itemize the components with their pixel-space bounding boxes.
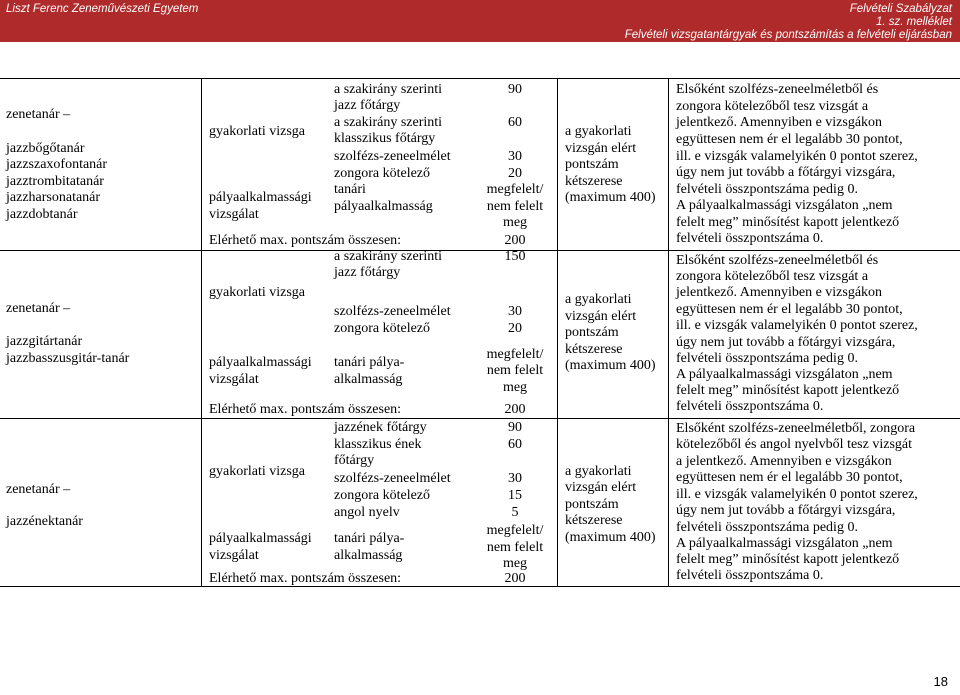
subject-points: megfelelt/: [486, 347, 544, 362]
note-line: jelentkező. Amennyiben e vizsgákon: [676, 285, 883, 300]
note-line: úgy nem jut tovább a főtárgyi vizsgára,: [676, 503, 896, 518]
subject-name: jazzének főtárgy: [334, 420, 427, 435]
note-line: felvételi összpontszáma 0.: [676, 231, 824, 246]
note-line: a jelentkező. Amennyiben e vizsgákon: [676, 454, 892, 469]
subject-name: alkalmasság: [334, 372, 403, 387]
note-line: felelt meg” minősítést kapott jelentkező: [676, 215, 900, 230]
subject-name: a szakirány szerinti: [334, 82, 443, 97]
note-line: együttesen nem ér el legalább 30 pontot,: [676, 302, 903, 317]
subject-points: 90: [508, 82, 522, 97]
header-annex: 1. sz. melléklet: [875, 16, 952, 28]
page-number: 18: [933, 674, 948, 689]
note-line: ill. e vizsgák valamelyikén 0 pontot szerez,: [676, 487, 918, 502]
note-line: együttesen nem ér el legalább 30 pontot,: [676, 132, 903, 147]
exam-practical: gyakorlati vizsga: [209, 124, 306, 139]
calc-text: (maximum 400): [565, 530, 656, 545]
subject-points: megfelelt/: [486, 523, 544, 538]
note-line: ill. e vizsgák valamelyikén 0 pontot szerez,: [676, 318, 918, 333]
subject-name: klasszikus főtárgy: [334, 131, 436, 146]
note-line: A pályaalkalmassági vizsgálaton „nem: [676, 198, 893, 213]
subject-name: zongora kötelező: [334, 321, 431, 336]
note-line: jelentkező. Amennyiben e vizsgákon: [676, 115, 883, 130]
note-line: ill. e vizsgák valamelyikén 0 pontot szerez,: [676, 149, 918, 164]
total-label: Elérhető max. pontszám összesen:: [209, 402, 402, 417]
note-line: úgy nem jut tovább a főtárgyi vizsgára,: [676, 335, 896, 350]
exam-aptitude: pályaalkalmassági: [209, 355, 312, 370]
note-line: felvételi összpontszáma pedig 0.: [676, 520, 858, 535]
calc-text: kétszerese: [565, 174, 623, 189]
total-points: 200: [504, 233, 526, 248]
total-points: 200: [504, 571, 526, 586]
exam-aptitude: vizsgálat: [209, 207, 259, 222]
note-line: A pályaalkalmassági vizsgálaton „nem: [676, 536, 893, 551]
calc-text: a gyakorlati: [565, 464, 632, 479]
subject-points: 90: [508, 420, 522, 435]
note-line: felvételi összpontszáma 0.: [676, 568, 824, 583]
calc-text: vizsgán elért: [565, 480, 637, 495]
subject-points: meg: [502, 380, 528, 395]
subject-points: 15: [508, 488, 522, 503]
calc-text: a gyakorlati: [565, 124, 632, 139]
subject-points: 30: [508, 471, 522, 486]
subject-points: meg: [502, 556, 528, 571]
program-name: jazzénektanár: [6, 514, 83, 529]
subject-name: jazz főtárgy: [334, 265, 401, 280]
program-name: zenetanár –: [6, 107, 71, 122]
header-institution: Liszt Ferenc Zeneművészeti Egyetem: [6, 3, 199, 15]
subject-points: meg: [502, 215, 528, 230]
subject-points: 30: [508, 149, 522, 164]
subject-name: szolfézs-zeneelmélet: [334, 304, 451, 319]
note-line: felvételi összpontszáma 0.: [676, 399, 824, 414]
subject-points: nem felelt: [486, 363, 544, 378]
program-name: zenetanár –: [6, 482, 71, 497]
exam-practical: gyakorlati vizsga: [209, 285, 306, 300]
program-name: jazzbasszusgitár-tanár: [6, 351, 130, 366]
subject-points: nem felelt: [486, 199, 544, 214]
program-name: zenetanár –: [6, 301, 71, 316]
calc-text: a gyakorlati: [565, 292, 632, 307]
subject-name: a szakirány szerinti: [334, 249, 443, 264]
subject-name: angol nyelv: [334, 505, 400, 520]
subject-name: alkalmasság: [334, 548, 403, 563]
calc-text: kétszerese: [565, 342, 623, 357]
subject-name: a szakirány szerinti: [334, 115, 443, 130]
note-line: együttesen nem ér el legalább 30 pontot,: [676, 470, 903, 485]
subject-points: 30: [508, 304, 522, 319]
total-points: 200: [504, 402, 526, 417]
subject-name: szolfézs-zeneelmélet: [334, 471, 451, 486]
subject-name: zongora kötelező: [334, 166, 431, 181]
subject-name: jazz főtárgy: [334, 98, 401, 113]
note-line: zongora kötelezőből tesz vizsgát a: [676, 99, 869, 114]
note-line: A pályaalkalmassági vizsgálaton „nem: [676, 367, 893, 382]
subject-name: főtárgy: [334, 453, 375, 468]
note-line: felvételi összpontszáma pedig 0.: [676, 351, 858, 366]
subject-points: 150: [504, 249, 526, 264]
subject-name: tanári pálya-: [334, 531, 405, 546]
note-line: felvételi összpontszáma pedig 0.: [676, 182, 858, 197]
subject-points: 20: [508, 166, 522, 181]
subject-points: 60: [508, 115, 522, 130]
calc-text: vizsgán elért: [565, 309, 637, 324]
exam-practical: gyakorlati vizsga: [209, 464, 306, 479]
subject-name: tanári: [334, 182, 366, 197]
program-name: jazzszaxofontanár: [6, 157, 108, 172]
program-name: jazzgitártanár: [6, 334, 83, 349]
calc-text: kétszerese: [565, 513, 623, 528]
header-subtitle: Felvételi vizsgatantárgyak és pontszámítás a felvételi eljárásban: [624, 29, 952, 41]
note-line: felelt meg” minősítést kapott jelentkező: [676, 552, 900, 567]
header-regulation: Felvételi Szabályzat: [849, 3, 952, 15]
subject-name: tanári pálya-: [334, 355, 405, 370]
total-label: Elérhető max. pontszám összesen:: [209, 571, 402, 586]
subject-points: 20: [508, 321, 522, 336]
note-line: zongora kötelezőből tesz vizsgát a: [676, 269, 869, 284]
note-line: Elsőként szolfézs-zeneelméletből és: [676, 82, 879, 97]
exam-aptitude: vizsgálat: [209, 372, 259, 387]
note-line: kötelezőből és angol nyelvből tesz vizsgát: [676, 437, 912, 452]
program-name: jazztrombitatanár: [6, 174, 104, 189]
calc-text: pontszám: [565, 325, 619, 340]
calc-text: vizsgán elért: [565, 141, 637, 156]
subject-name: szolfézs-zeneelmélet: [334, 149, 451, 164]
note-line: Elsőként szolfézs-zeneelméletből, zongora: [676, 421, 916, 436]
subject-name: zongora kötelező: [334, 488, 431, 503]
subject-points: 5: [511, 505, 519, 520]
subject-points: 60: [508, 437, 522, 452]
total-label: Elérhető max. pontszám összesen:: [209, 233, 402, 248]
calc-text: (maximum 400): [565, 190, 656, 205]
subject-name: klasszikus ének: [334, 437, 422, 452]
calc-text: pontszám: [565, 497, 619, 512]
exam-aptitude: pályaalkalmassági: [209, 531, 312, 546]
program-name: jazzbőgőtanár: [6, 141, 85, 156]
subject-name: pályaalkalmasság: [334, 199, 433, 214]
calc-text: pontszám: [565, 157, 619, 172]
exam-aptitude: vizsgálat: [209, 548, 259, 563]
subject-points: megfelelt/: [486, 182, 544, 197]
program-name: jazzharsonatanár: [6, 190, 101, 205]
exam-aptitude: pályaalkalmassági: [209, 190, 312, 205]
note-line: úgy nem jut tovább a főtárgyi vizsgára,: [676, 165, 896, 180]
program-name: jazzdobtanár: [6, 207, 78, 222]
subject-points: nem felelt: [486, 540, 544, 555]
note-line: Elsőként szolfézs-zeneelméletből és: [676, 253, 879, 268]
calc-text: (maximum 400): [565, 358, 656, 373]
note-line: felelt meg” minősítést kapott jelentkező: [676, 383, 900, 398]
